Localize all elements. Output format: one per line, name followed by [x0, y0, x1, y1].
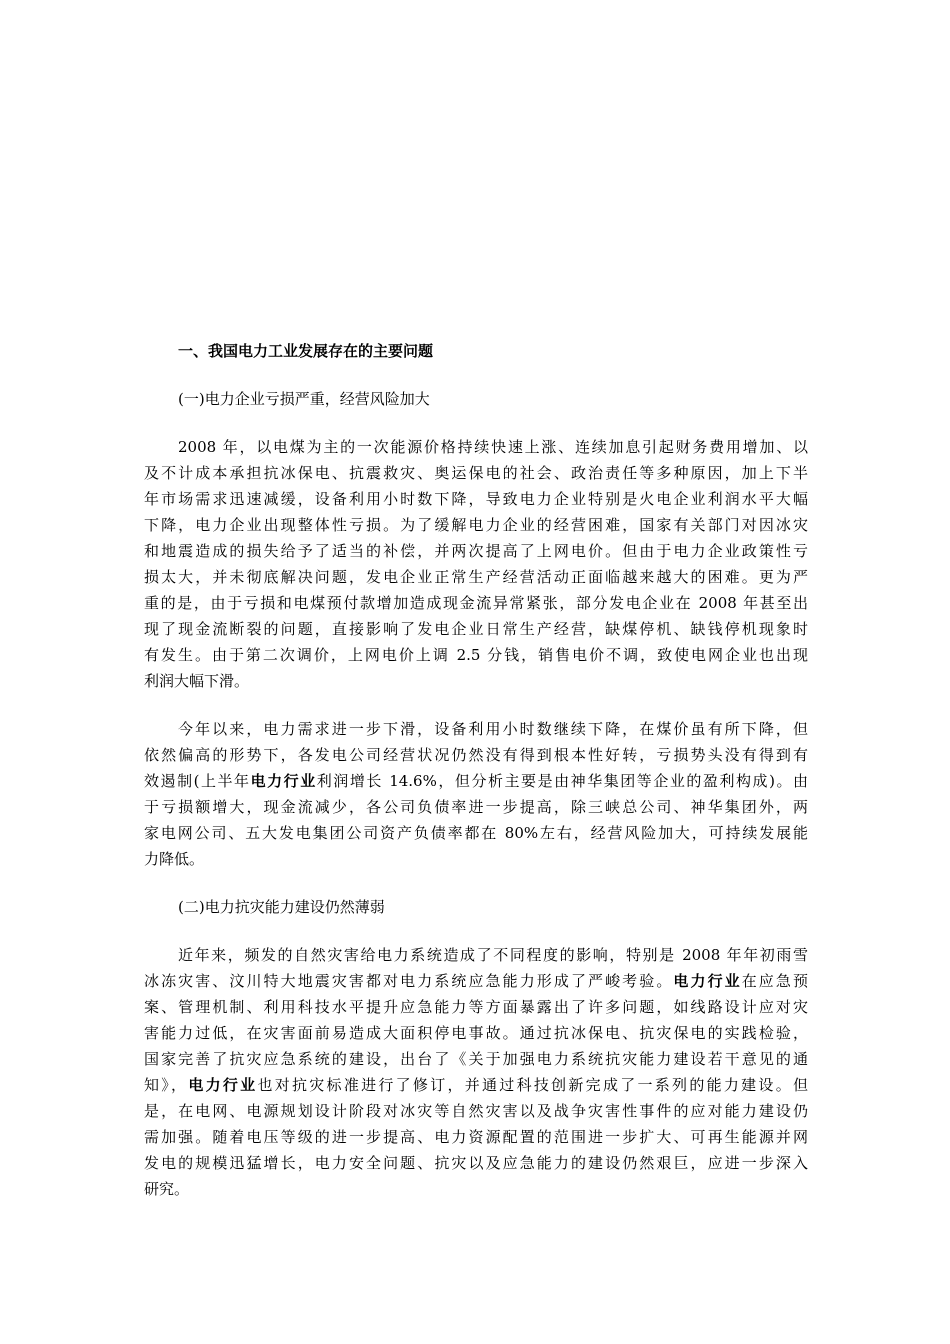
paragraph-line: 害能力过低，在灾害面前易造成大面积停电事故。通过抗冰保电、抗灾保电的实践检验， [144, 1024, 808, 1042]
keyword-link[interactable]: 电力行业 [673, 972, 742, 990]
text-run: 知》， [144, 1076, 189, 1094]
paragraph-line: 案、管理机制、利用科技水平提升应急能力等方面暴露出了许多问题，如线路设计应对灾 [144, 998, 808, 1016]
paragraph-line [144, 1072, 808, 1098]
paragraph-line: 发电的规模迅猛增长，电力安全问题、抗灾以及应急能力的建设仍然艰巨，应进一步深入 [144, 1154, 808, 1172]
paragraph-3 [144, 942, 808, 1202]
keyword-link[interactable]: 电力行业 [188, 1076, 258, 1094]
paragraph-line: 及不计成本承担抗冰保电、抗震救灾、奥运保电的社会、政治责任等多种原因，加上下半 [144, 464, 808, 482]
paragraph-1 [144, 434, 808, 694]
paragraph-line [144, 768, 808, 794]
paragraph-line: 2008 年，以电煤为主的一次能源价格持续快速上涨、连续加息引起财务费用增加、以 [178, 438, 808, 456]
document-heading: 一、我国电力工业发展存在的主要问题 [178, 342, 434, 360]
keyword-link[interactable]: 电力行业 [250, 772, 317, 790]
paragraph-line: 利润大幅下滑。 [144, 672, 250, 690]
paragraph-2 [144, 716, 808, 872]
section-2-title: (二)电力抗灾能力建设仍然薄弱 [178, 898, 385, 916]
paragraph-line: 和地震造成的损失给予了适当的补偿，并两次提高了上网电价。但由于电力企业政策性亏 [144, 542, 808, 560]
paragraph-line: 年市场需求迅速减缓，设备利用小时数下降，导致电力企业特别是火电企业利润水平大幅 [144, 490, 808, 508]
paragraph-line: 是，在电网、电源规划设计阶段对冰灾等自然灾害以及战争灾害性事件的应对能力建设仍 [144, 1102, 808, 1120]
document-body [144, 338, 808, 1224]
paragraph-line: 有发生。由于第二次调价，上网电价上调 2.5 分钱，销售电价不调，致使电网企业也出现 [144, 646, 808, 664]
text-run: 利润增长 14.6%，但分析主要是由神华集团等企业的盈利构成)。由 [316, 772, 808, 790]
text-run: 冰冻灾害、汶川特大地震灾害都对电力系统应急能力形成了严峻考验。 [144, 972, 674, 990]
paragraph-line: 下降，电力企业出现整体性亏损。为了缓解电力企业的经营困难，国家有关部门对因冰灾 [144, 516, 808, 534]
section-1-title: (一)电力企业亏损严重，经营风险加大 [178, 390, 430, 408]
paragraph-line: 于亏损额增大，现金流减少，各公司负债率进一步提高，除三峡总公司、神华集团外，两 [144, 798, 808, 816]
paragraph-line: 需加强。随着电压等级的进一步提高、电力资源配置的范围进一步扩大、可再生能源并网 [144, 1128, 808, 1146]
paragraph-line: 今年以来，电力需求进一步下滑，设备利用小时数继续下降，在煤价虽有所下降，但 [178, 720, 808, 738]
paragraph-line: 重的是，由于亏损和电煤预付款增加造成现金流异常紧张，部分发电企业在 2008 年甚至出 [144, 594, 808, 612]
paragraph-line: 研究。 [144, 1180, 190, 1198]
paragraph-line [144, 968, 808, 994]
paragraph-line: 家电网公司、五大发电集团公司资产负债率都在 80%左右，经营风险加大，可持续发展能 [144, 824, 808, 842]
paragraph-line: 损太大，并未彻底解决问题，发电企业正常生产经营活动正面临越来越大的困难。更为严 [144, 568, 808, 586]
paragraph-line: 国家完善了抗灾应急系统的建设，出台了《关于加强电力系统抗灾能力建设若干意见的通 [144, 1050, 808, 1068]
paragraph-line: 现了现金流断裂的问题，直接影响了发电企业日常生产经营，缺煤停机、缺钱停机现象时 [144, 620, 808, 638]
text-run: 也对抗灾标准进行了修订，并通过科技创新完成了一系列的能力建设。但 [257, 1076, 808, 1094]
paragraph-line: 近年来，频发的自然灾害给电力系统造成了不同程度的影响，特别是 2008 年年初雨雪 [178, 946, 808, 964]
text-run: 在应急预 [741, 972, 808, 990]
paragraph-line: 力降低。 [144, 850, 205, 868]
text-run: 效遏制(上半年 [144, 772, 251, 790]
paragraph-line: 依然偏高的形势下，各发电公司经营状况仍然没有得到根本性好转，亏损势头没有得到有 [144, 746, 808, 764]
